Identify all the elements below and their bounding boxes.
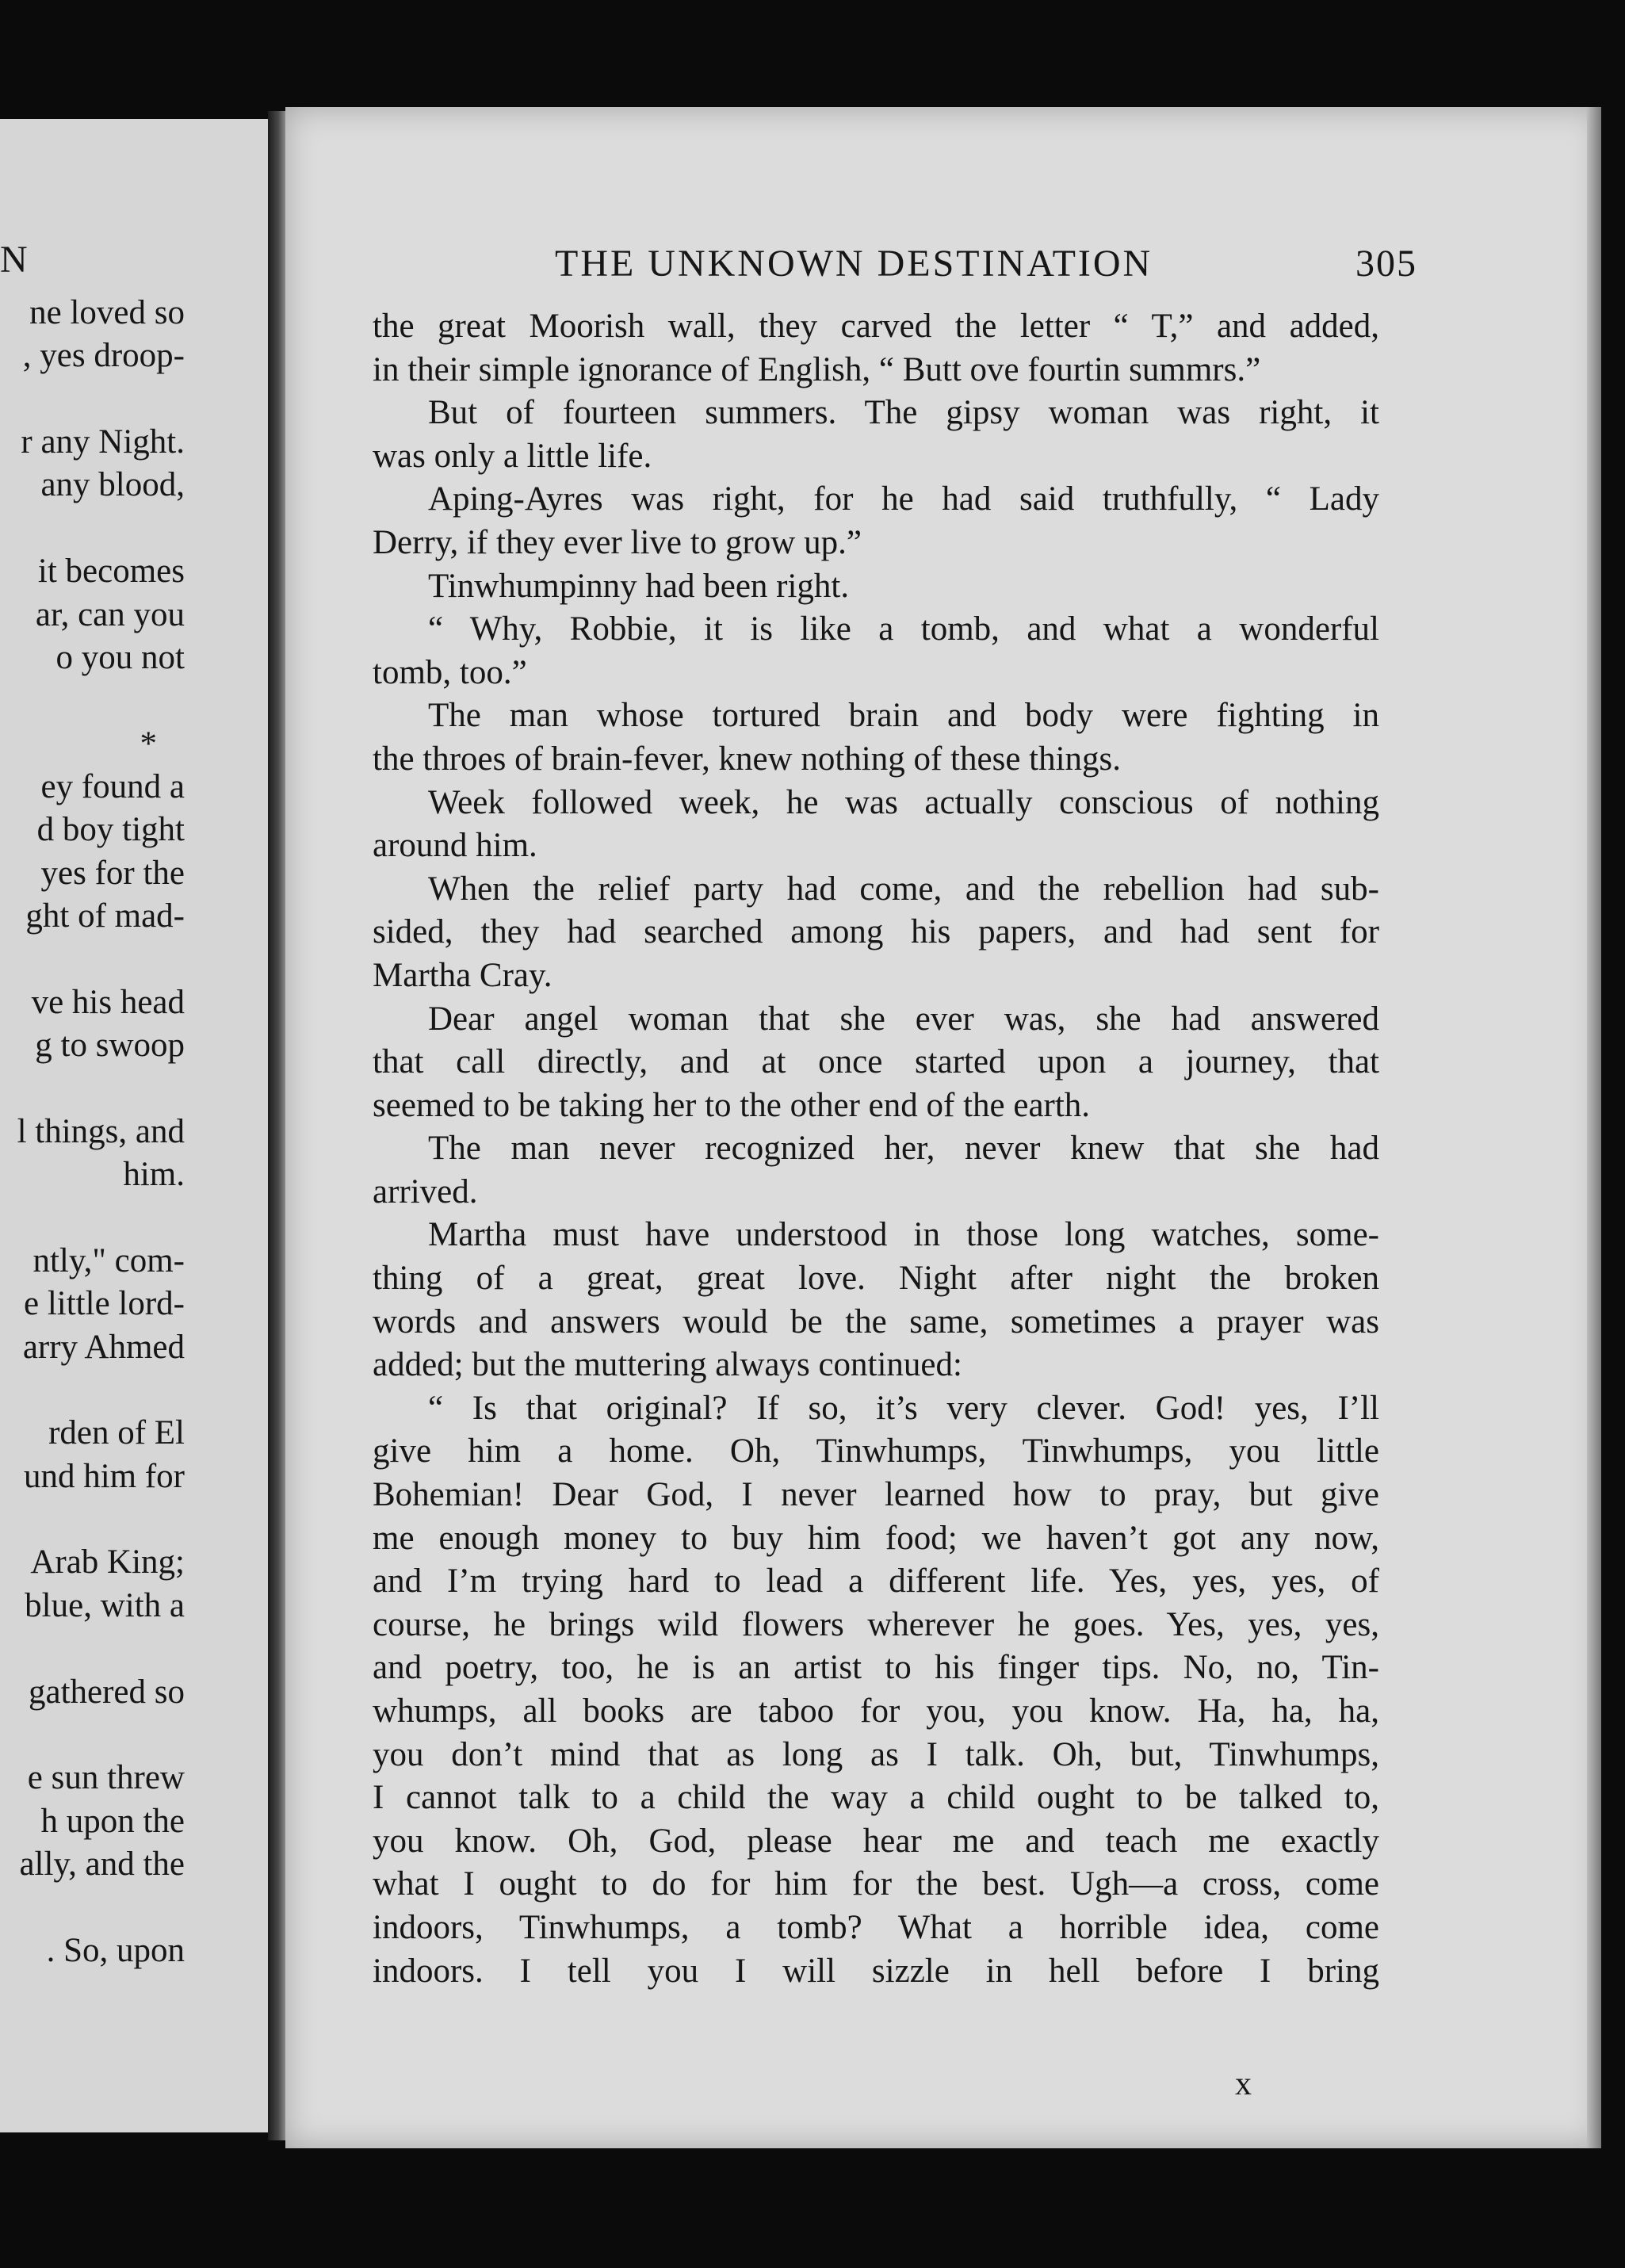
text-line: indoors, Tinwhumps, a tomb? What a horrible idea, come bbox=[373, 1908, 1379, 1946]
left-page-line: h upon the bbox=[40, 1802, 185, 1840]
text-line: around him. bbox=[373, 827, 537, 865]
text-line: Derry, if they ever live to grow up.” bbox=[373, 523, 862, 561]
left-page-line: ght of mad- bbox=[25, 897, 185, 935]
text-line: Martha must have understood in those long watches, some- bbox=[428, 1216, 1379, 1254]
text-line: seemed to be taking her to the other end of the earth. bbox=[373, 1086, 1091, 1124]
left-page bbox=[0, 119, 276, 2132]
left-page-line: it becomes bbox=[37, 553, 185, 591]
page-edge bbox=[1587, 107, 1601, 2148]
text-line: you don’t mind that as long as I talk. Oh, but, Tinwhumps, bbox=[373, 1735, 1379, 1773]
text-line: But of fourteen summers. The gipsy woman was right, it bbox=[428, 394, 1379, 432]
left-page-line: * bbox=[140, 725, 157, 763]
left-page-line: e sun threw bbox=[27, 1759, 185, 1797]
text-line: indoors. I tell you I will sizzle in hell before I bring bbox=[373, 1952, 1379, 1990]
left-page-line: d boy tight bbox=[36, 811, 185, 849]
book-gutter bbox=[268, 111, 285, 2140]
left-page-line: arry Ahmed bbox=[22, 1328, 185, 1366]
text-line: Bohemian! Dear God, I never learned how to pray, but give bbox=[373, 1476, 1379, 1514]
text-line: added; but the muttering always continued: bbox=[373, 1346, 962, 1384]
text-line: I cannot talk to a child the way a child ought to be talked to, bbox=[373, 1779, 1379, 1817]
text-line: “ Why, Robbie, it is like a tomb, and what a wonderful bbox=[428, 610, 1379, 648]
text-line: the throes of brain-fever, knew nothing of these things. bbox=[373, 740, 1122, 778]
body-text bbox=[373, 305, 1379, 1993]
left-page-line: g to swoop bbox=[35, 1027, 185, 1065]
text-line: words and answers would be the same, sometimes a prayer was bbox=[373, 1302, 1379, 1341]
text-line: When the relief party had come, and the rebellion had sub- bbox=[428, 870, 1379, 908]
text-line: thing of a great, great love. Night after night the broken bbox=[373, 1260, 1379, 1298]
left-page-line: gathered so bbox=[28, 1673, 185, 1711]
signature-mark: x bbox=[1235, 2066, 1252, 2102]
left-page-line: und him for bbox=[23, 1457, 185, 1495]
text-line: and I’m trying hard to lead a different life. Yes, yes, yes, of bbox=[373, 1562, 1379, 1601]
page-number: 305 bbox=[1355, 243, 1417, 285]
text-line: that call directly, and at once started upon a journey, that bbox=[373, 1043, 1379, 1081]
text-line: “ Is that original? If so, it’s very clever. God! yes, I’ll bbox=[428, 1389, 1379, 1427]
left-page-line: ne loved so bbox=[29, 294, 185, 331]
text-line: Week followed week, he was actually conscious of nothing bbox=[428, 783, 1379, 821]
text-line: tomb, too.” bbox=[373, 653, 527, 691]
text-line: the great Moorish wall, they carved the letter “ T,” and added, bbox=[373, 308, 1379, 345]
left-page-line: ar, can you bbox=[35, 595, 185, 633]
text-line: The man whose tortured brain and body were fighting in bbox=[428, 697, 1379, 735]
left-page-line: him. bbox=[123, 1156, 185, 1194]
left-page-line: ntly," com- bbox=[32, 1241, 185, 1279]
text-line: was only a little life. bbox=[373, 437, 652, 475]
left-page-header: N bbox=[0, 239, 31, 281]
text-line: arrived. bbox=[373, 1172, 478, 1210]
left-page-line: . So, upon bbox=[46, 1931, 185, 1969]
text-line: in their simple ignorance of English, “ Butt ove fourtin summrs.” bbox=[373, 350, 1261, 388]
text-line: give him a home. Oh, Tinwhumps, Tinwhumps, you little bbox=[373, 1432, 1379, 1471]
right-page bbox=[285, 107, 1601, 2148]
text-line: you know. Oh, God, please hear me and teach me exactly bbox=[373, 1822, 1379, 1860]
left-page-line: ally, and the bbox=[19, 1845, 185, 1883]
left-page-line: ve his head bbox=[31, 983, 185, 1021]
left-page-line: ey found a bbox=[40, 767, 185, 805]
text-line: The man never recognized her, never knew that she had bbox=[428, 1130, 1379, 1168]
text-line: course, he brings wild flowers wherever he goes. Yes, yes, yes, bbox=[373, 1605, 1379, 1643]
left-page-line: blue, with a bbox=[25, 1586, 185, 1624]
left-page-line: e little lord- bbox=[24, 1285, 185, 1323]
left-page-line: Arab King; bbox=[30, 1543, 185, 1581]
text-line: Aping-Ayres was right, for he had said truthfully, “ Lady bbox=[428, 480, 1379, 518]
left-page-line: yes for the bbox=[40, 854, 185, 892]
running-title: THE UNKNOWN DESTINATION bbox=[555, 243, 1153, 285]
text-line: and poetry, too, he is an artist to his finger tips. No, no, Tin- bbox=[373, 1649, 1379, 1687]
text-line: Dear angel woman that she ever was, she had answered bbox=[428, 1000, 1379, 1038]
text-line: Tinwhumpinny had been right. bbox=[428, 567, 850, 605]
text-line: me enough money to buy him food; we haven’t got any now, bbox=[373, 1519, 1379, 1557]
left-page-line: , yes droop- bbox=[22, 337, 185, 375]
left-page-line: o you not bbox=[55, 638, 185, 676]
left-page-line: rden of El bbox=[48, 1414, 185, 1452]
text-line: Martha Cray. bbox=[373, 956, 552, 994]
text-line: sided, they had searched among his papers, and had sent for bbox=[373, 913, 1379, 951]
text-line: whumps, all books are taboo for you, you know. Ha, ha, ha, bbox=[373, 1692, 1379, 1730]
left-page-line: any blood, bbox=[40, 466, 185, 504]
text-line: what I ought to do for him for the best. Ugh—a cross, come bbox=[373, 1865, 1379, 1903]
left-page-line: l things, and bbox=[17, 1112, 185, 1150]
left-page-line: r any Night. bbox=[21, 423, 185, 461]
